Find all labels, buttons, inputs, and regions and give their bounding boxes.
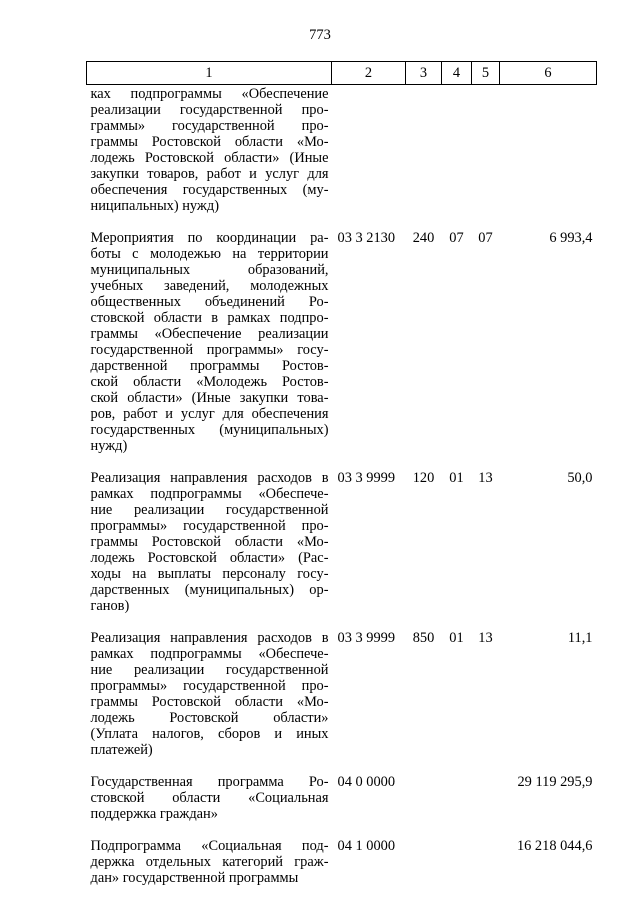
header-col-4: 4 (442, 62, 472, 85)
description-line: нужд) (90, 438, 128, 454)
description-line: (Уплата налогов, сборов и иных (90, 726, 329, 742)
description-line: дарственных (муниципальных) ор- (90, 582, 329, 598)
description-line: государственных (муниципальных) (90, 422, 329, 438)
row-code: 03 3 9999 (337, 630, 396, 646)
description-line: лодежь Ростовской области» (90, 710, 329, 726)
row-col-5 (472, 766, 500, 830)
row-col-4 (442, 85, 472, 223)
description-line: рамках подпрограммы «Обеспече- (90, 486, 329, 502)
row-code: 03 3 9999 (337, 470, 396, 486)
row-code: 04 0 0000 (337, 774, 396, 790)
row-amount (500, 85, 597, 223)
row-code: 04 1 0000 (337, 838, 396, 854)
description-line: Мероприятия по координации ра- (90, 230, 329, 246)
description-line: лодежь Ростовской области» (Иные (90, 150, 329, 166)
description-line: граммы «Обеспечение реализации (90, 326, 329, 342)
row-col-3: 240 (412, 230, 435, 246)
description-line: программы» государственной про- (90, 518, 329, 534)
header-col-1: 1 (87, 62, 332, 85)
description-line: общественных объединений Ро- (90, 294, 329, 310)
description-line: рамках подпрограммы «Обеспече- (90, 646, 329, 662)
row-amount: 29 119 295,9 (517, 774, 593, 790)
row-description (87, 622, 332, 766)
row-col-3 (406, 766, 442, 830)
description-line: держка отдельных категорий граж- (90, 854, 329, 870)
table-row (87, 462, 597, 622)
description-line: граммы» государственной про- (90, 118, 329, 134)
row-col-3 (406, 85, 442, 223)
row-col-3: 850 (412, 630, 435, 646)
row-col-5 (472, 830, 500, 894)
row-description (87, 830, 332, 894)
description-line: реализации государственной про- (90, 102, 329, 118)
page-number: 773 (309, 27, 331, 43)
table-row (87, 222, 597, 462)
description-line: граммы Ростовской области «Мо- (90, 134, 329, 150)
description-line: ниципальных) нужд) (90, 198, 219, 214)
row-col-5: 07 (478, 230, 493, 246)
table-body (87, 85, 597, 895)
description-line: ние реализации государственной (90, 662, 329, 678)
row-col-4: 01 (449, 630, 464, 646)
description-line: стовской области в рамках подпро- (90, 310, 329, 326)
description-line: граммы Ростовской области «Мо- (90, 534, 329, 550)
row-amount: 16 218 044,6 (516, 838, 593, 854)
description-line: поддержка граждан» (90, 806, 218, 822)
description-line: ской области» (Иные закупки това- (90, 390, 329, 406)
budget-table (86, 61, 597, 894)
header-col-2: 2 (332, 62, 406, 85)
description-line: граммы Ростовской области «Мо- (90, 694, 329, 710)
row-amount: 50,0 (567, 470, 593, 486)
row-col-4 (442, 766, 472, 830)
description-line: учебных заведений, молодежных (90, 278, 329, 294)
table-header (87, 62, 597, 85)
description-line: Реализация направления расходов в (90, 630, 329, 646)
row-code (332, 85, 406, 223)
description-line: лодежь Ростовской области» (Рас- (90, 550, 329, 566)
table-row (87, 830, 597, 894)
row-col-3 (406, 830, 442, 894)
description-line: боты с молодежью на территории (90, 246, 329, 262)
row-description (87, 222, 332, 462)
description-line: государственной программы» госу- (90, 342, 329, 358)
row-amount: 6 993,4 (549, 230, 593, 246)
table-row (87, 766, 597, 830)
description-line: Подпрограмма «Социальная под- (90, 838, 329, 854)
description-line: Реализация направления расходов в (90, 470, 329, 486)
description-line: платежей) (90, 742, 153, 758)
description-line: дан» государственной программы (90, 870, 299, 886)
row-col-4 (442, 830, 472, 894)
description-line: программы» государственной про- (90, 678, 329, 694)
header-col-3: 3 (406, 62, 442, 85)
row-description (87, 766, 332, 830)
description-line: ганов) (90, 598, 130, 614)
table-row (87, 622, 597, 766)
description-line: муниципальных образований, (90, 262, 329, 278)
header-col-5: 5 (472, 62, 500, 85)
description-line: ров, работ и услуг для обеспечения (90, 406, 329, 422)
row-col-5 (472, 85, 500, 223)
description-line: ходы на выплаты персоналу госу- (90, 566, 329, 582)
description-line: обеспечения государственных (му- (90, 182, 329, 198)
description-line: дарственной программы Ростов- (90, 358, 329, 374)
row-description (87, 462, 332, 622)
row-col-4: 01 (449, 470, 464, 486)
description-line: ской области «Молодежь Ростов- (90, 374, 329, 390)
description-line: ние реализации государственной (90, 502, 329, 518)
description-line: ках подпрограммы «Обеспечение (90, 86, 329, 102)
row-col-4: 07 (449, 230, 464, 246)
description-line: Государственная программа Ро- (90, 774, 329, 790)
row-col-3: 120 (412, 470, 435, 486)
description-line: стовской области «Социальная (90, 790, 329, 806)
row-col-5: 13 (478, 470, 493, 486)
row-col-5: 13 (478, 630, 493, 646)
description-line: закупки товаров, работ и услуг для (90, 166, 329, 182)
row-description (87, 85, 332, 223)
header-col-6: 6 (500, 62, 597, 85)
table-row (87, 85, 597, 223)
row-amount: 11,1 (567, 630, 593, 646)
row-code: 03 3 2130 (337, 230, 396, 246)
